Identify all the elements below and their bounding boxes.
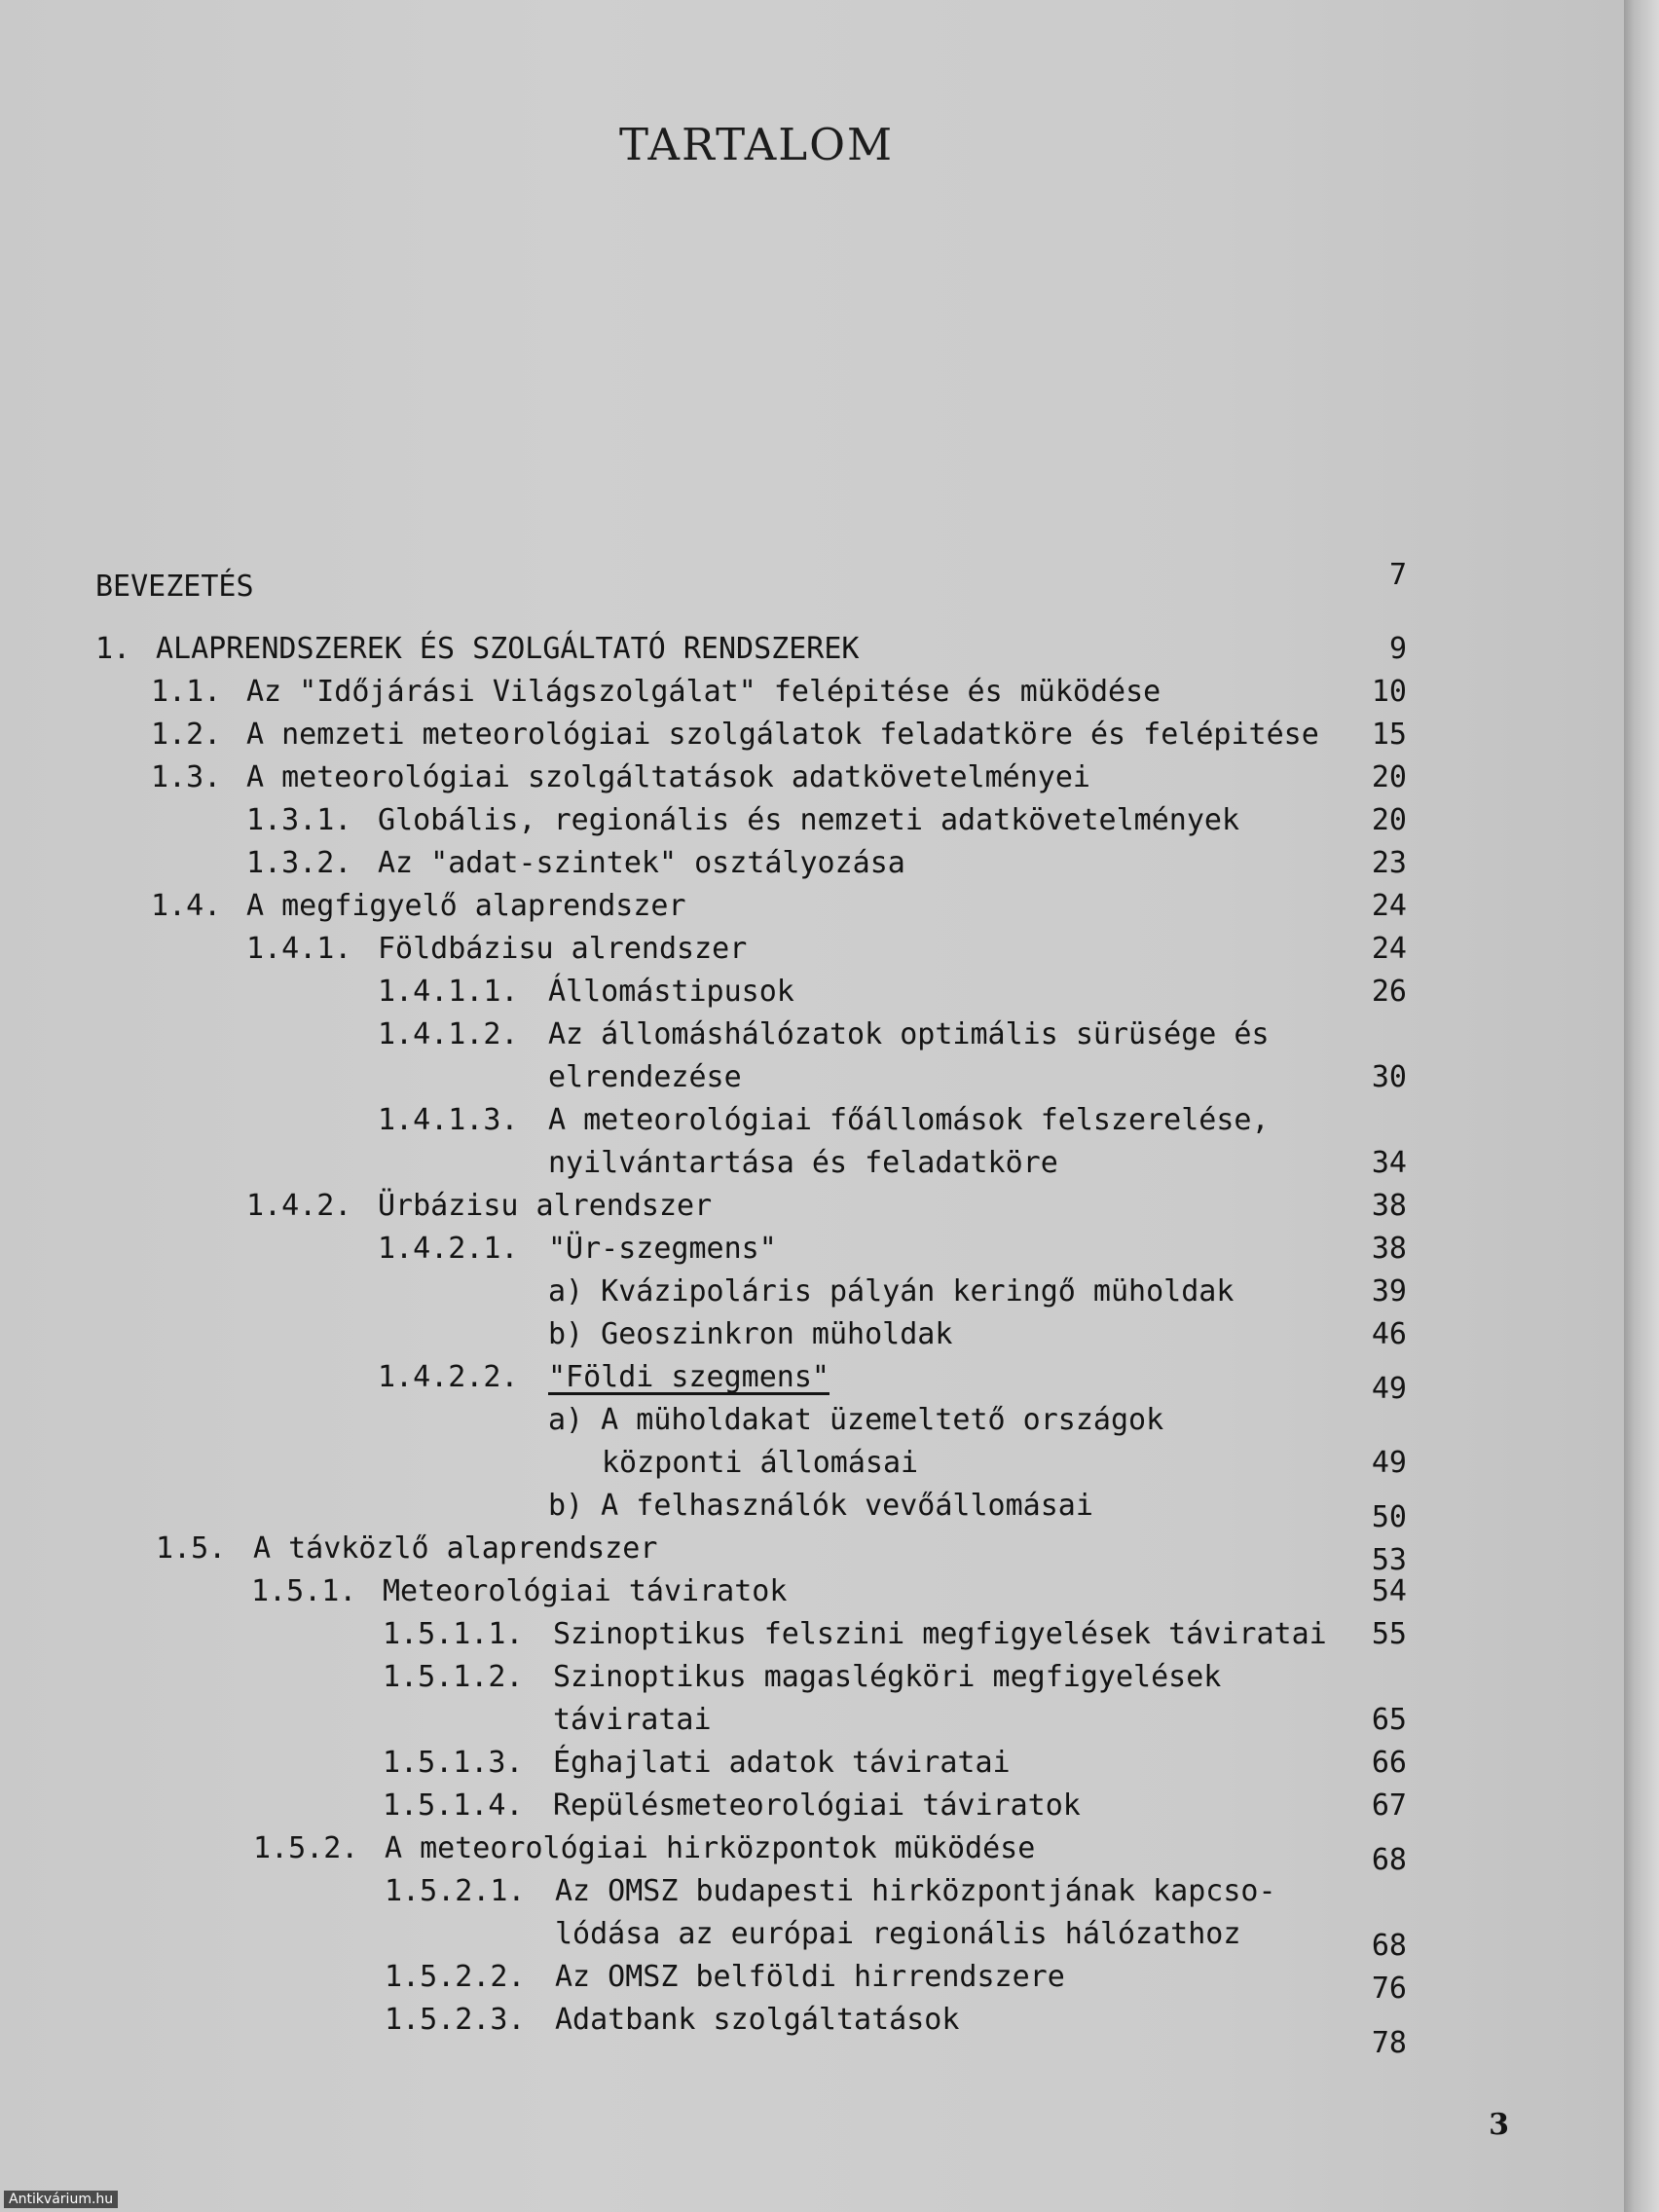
toc-text: Adatbank szolgáltatások	[555, 2003, 960, 2037]
toc-page: 39	[1371, 1274, 1407, 1309]
toc-number: 1.3.1.	[246, 803, 352, 837]
toc-entry	[0, 1699, 1624, 1742]
toc-page: 24	[1371, 932, 1407, 966]
toc-text: A meteorológiai szolgáltatások adatkövetelményei	[246, 760, 1090, 794]
toc-page: 68	[1371, 1843, 1407, 1877]
toc-entry	[0, 1613, 1624, 1656]
toc-page: 34	[1371, 1146, 1407, 1180]
toc-entry	[0, 1656, 1624, 1699]
toc-text: elrendezése	[548, 1060, 742, 1094]
toc-text: Repülésmeteorológiai táviratok	[553, 1788, 1081, 1823]
toc-text: Éghajlati adatok táviratai	[553, 1746, 1011, 1780]
toc-text: Állomástipusok	[548, 975, 794, 1009]
toc-text: Az OMSZ belföldi hirrendszere	[555, 1960, 1065, 1994]
toc-text: A meteorológiai hirközpontok müködése	[385, 1831, 1036, 1865]
watermark: Antikvárium.hu	[4, 2191, 118, 2208]
toc-number: 1.4.1.3.	[378, 1103, 519, 1137]
toc-entry	[0, 799, 1624, 842]
toc-entry	[0, 1185, 1624, 1228]
toc-page: 67	[1371, 1788, 1407, 1823]
toc-text: lódása az európai regionális hálózathoz	[555, 1917, 1241, 1951]
toc-page: 10	[1371, 675, 1407, 709]
toc-text: Szinoptikus magaslégköri megfigyelések	[553, 1660, 1222, 1694]
page-title: TARTALOM	[619, 119, 895, 170]
toc-entry	[0, 1528, 1624, 1577]
toc-text: b) A felhasználók vevőállomásai	[548, 1489, 1093, 1523]
toc-entry	[0, 1485, 1624, 1534]
toc-text: Globális, regionális és nemzeti adatkövetelmények	[378, 803, 1240, 837]
toc-number: 1.4.1.	[246, 932, 352, 966]
toc-entry	[0, 1271, 1624, 1313]
toc-number: 1.5.2.	[253, 1831, 359, 1865]
toc-entry	[0, 1056, 1624, 1099]
toc-page: 24	[1371, 889, 1407, 923]
toc-page: 30	[1371, 1060, 1407, 1094]
toc-page: 26	[1371, 975, 1407, 1009]
toc-page: 49	[1371, 1446, 1407, 1480]
toc-text: a) Kvázipoláris pályán keringő müholdak	[548, 1274, 1235, 1309]
toc-entry	[0, 1228, 1624, 1271]
toc-entry	[0, 1014, 1624, 1056]
toc-number: 1.5.2.3.	[385, 2003, 526, 2037]
toc-text: A nemzeti meteorológiai szolgálatok feladatköre és felépitése	[246, 718, 1319, 752]
toc-number: 1.4.1.2.	[378, 1017, 519, 1051]
toc-page: 66	[1371, 1746, 1407, 1780]
toc-text: Földbázisu alrendszer	[378, 932, 748, 966]
toc-page: 46	[1371, 1317, 1407, 1351]
toc-page: 38	[1371, 1232, 1407, 1266]
toc-number: 1.5.1.2.	[383, 1660, 524, 1694]
toc-text: ALAPRENDSZEREK ÉS SZOLGÁLTATÓ RENDSZEREK	[156, 632, 860, 666]
toc-entry	[0, 1142, 1624, 1185]
toc-page: 78	[1371, 2026, 1407, 2060]
book-spine-shadow	[1624, 0, 1659, 2212]
toc-number: 1.2.	[151, 718, 222, 752]
toc-number: 1.4.2.	[246, 1189, 352, 1223]
toc-text: A megfigyelő alaprendszer	[246, 889, 686, 923]
toc-number: 1.5.2.1.	[385, 1874, 526, 1908]
toc-text: táviratai	[553, 1703, 712, 1737]
toc-text: Meteorológiai táviratok	[383, 1574, 788, 1608]
toc-number: 1.4.1.1.	[378, 975, 519, 1009]
toc-text: b) Geoszinkron müholdak	[548, 1317, 953, 1351]
toc-number: 1.5.1.3.	[383, 1746, 524, 1780]
toc-page: 38	[1371, 1189, 1407, 1223]
toc-entry	[0, 1742, 1624, 1785]
toc-page: 49	[1371, 1372, 1407, 1406]
toc-entry	[0, 1399, 1624, 1442]
toc-entry	[0, 714, 1624, 756]
page-number: 3	[1489, 2108, 1509, 2142]
toc-entry	[0, 885, 1624, 928]
toc-entry	[0, 1099, 1624, 1142]
toc-page: 54	[1371, 1574, 1407, 1608]
toc-entry	[0, 1870, 1624, 1913]
toc-text: a) A müholdakat üzemeltető országok	[548, 1403, 1164, 1437]
toc-text: Az "Időjárási Világszolgálat" felépitése és müködése	[246, 675, 1161, 709]
toc-text: Az "adat-szintek" osztályozása	[378, 846, 905, 880]
toc-page: 7	[1388, 558, 1407, 592]
toc-text: Az OMSZ budapesti hirközpontjának kapcso-	[555, 1874, 1276, 1908]
toc-entry	[0, 1313, 1624, 1356]
toc-entry	[0, 558, 1624, 608]
toc-page: 9	[1388, 632, 1407, 666]
toc-text: Szinoptikus felszini megfigyelések táviratai	[553, 1617, 1327, 1651]
toc-page: 68	[1371, 1929, 1407, 1963]
toc-number: 1.5.	[156, 1531, 227, 1566]
toc-entry	[0, 1827, 1624, 1877]
toc-entry	[0, 671, 1624, 714]
toc-entry	[0, 1570, 1624, 1613]
toc-text: Ürbázisu alrendszer	[378, 1189, 713, 1223]
toc-text: A meteorológiai főállomások felszerelése,	[548, 1103, 1270, 1137]
toc-entry	[0, 1785, 1624, 1827]
toc-page: 15	[1371, 718, 1407, 752]
toc-entry	[0, 971, 1624, 1014]
toc-entry	[0, 1913, 1624, 1963]
toc-entry	[0, 1999, 1624, 2060]
toc-number: 1.5.1.	[251, 1574, 357, 1608]
toc-number: 1.4.2.2.	[378, 1360, 519, 1394]
toc-number: 1.	[95, 632, 131, 666]
toc-number: 1.3.	[151, 760, 222, 794]
toc-page: 23	[1371, 846, 1407, 880]
toc-page: 76	[1371, 1972, 1407, 2006]
toc-text: A távközlő alaprendszer	[253, 1531, 658, 1566]
toc-entry	[0, 1442, 1624, 1485]
toc-entry	[0, 1356, 1624, 1406]
toc-entry	[0, 1956, 1624, 2006]
toc-entry	[0, 756, 1624, 799]
toc-entry	[0, 842, 1624, 885]
toc-text: "Földi szegmens"	[548, 1360, 830, 1394]
toc-entry	[0, 928, 1624, 971]
toc-text: nyilvántartása és feladatköre	[548, 1146, 1058, 1180]
toc-number: 1.5.2.2.	[385, 1960, 526, 1994]
toc-number: 1.5.1.4.	[383, 1788, 524, 1823]
toc-page: 55	[1371, 1617, 1407, 1651]
toc-page: 53	[1371, 1543, 1407, 1577]
toc-text: központi állomásai	[602, 1446, 919, 1480]
toc-page: 20	[1371, 803, 1407, 837]
toc-page: 50	[1371, 1500, 1407, 1534]
toc-text: BEVEZETÉS	[95, 570, 254, 604]
toc-number: 1.1.	[151, 675, 222, 709]
toc-entry	[0, 628, 1624, 671]
toc-text: "Ür-szegmens"	[548, 1232, 777, 1266]
toc-number: 1.4.	[151, 889, 222, 923]
toc-number: 1.5.1.1.	[383, 1617, 524, 1651]
toc-page: 65	[1371, 1703, 1407, 1737]
toc-number: 1.3.2.	[246, 846, 352, 880]
toc-text: Az állomáshálózatok optimális sürüsége és	[548, 1017, 1270, 1051]
toc-page: 20	[1371, 760, 1407, 794]
toc-number: 1.4.2.1.	[378, 1232, 519, 1266]
